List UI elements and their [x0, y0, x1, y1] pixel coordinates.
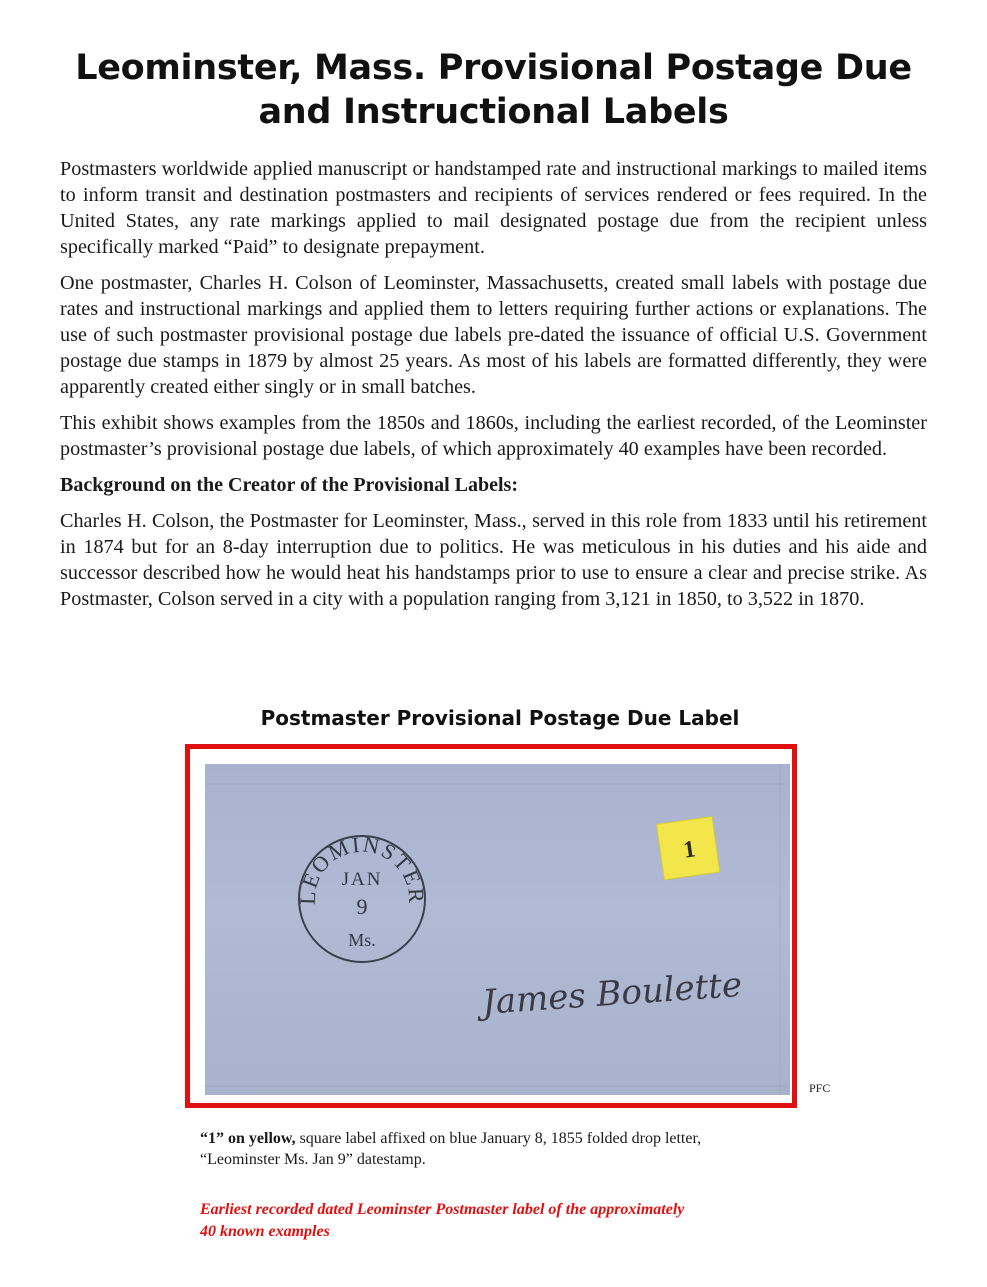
folded-letter-cover	[205, 764, 790, 1095]
intro-text	[60, 156, 927, 622]
image-caption	[200, 1128, 840, 1170]
postmark-day: 9	[356, 894, 368, 919]
title-line-1: Leominster, Mass. Provisional Postage Due	[75, 48, 912, 88]
note-line-1: Earliest recorded dated Leominster Postmaster label of the approximately	[200, 1201, 685, 1218]
intro-paragraph-2: One postmaster, Charles H. Colson of Leominster, Massachusetts, created small labels with postage due rates and instructional markings and applied them to letters requiring further actions or explanations. The use of such postmaster provisional postage due labels pre-dated the issuance of official U.S. Government postage due stamps in 1879 by almost 25 years. As most of his labels are formatted differently, they were apparently created either singly or in small batches.	[60, 272, 927, 398]
intro-paragraph-3: This exhibit shows examples from the 1850s and 1860s, including the earliest recorded, of the Leominster postmaster’s provisional postage due labels, of which approximately 40 examples have been recorded.	[60, 412, 927, 460]
postmark-town: LEOMINSTER	[294, 831, 430, 906]
section-title: Postmaster Provisional Postage Due Label	[260, 706, 740, 730]
note-line-2: 40 known examples	[200, 1223, 330, 1240]
postage-due-label	[657, 817, 720, 880]
postmark-state: Ms.	[348, 930, 376, 950]
earliest-recorded-note	[200, 1199, 840, 1243]
caption-line-2: “Leominster Ms. Jan 9” datestamp.	[200, 1151, 426, 1168]
page-title	[60, 46, 927, 134]
cover-image-frame	[185, 744, 797, 1108]
background-paragraph: Charles H. Colson, the Postmaster for Leominster, Mass., served in this role from 1833 until his retirement in 1874 but for an 8-day interruption due to politics. He was meticulous in his duties and his aide and successor described how he would heat his handstamps prior to use to ensure a clear and precise strike. As Postmaster, Colson served in a city with a population ranging from 3,121 in 1850, to 3,522 in 1870.	[60, 510, 927, 610]
title-line-2: and Instructional Labels	[258, 92, 729, 132]
leominster-postmark	[295, 832, 430, 962]
background-heading: Background on the Creator of the Provisional Labels:	[60, 474, 518, 496]
intro-paragraph-1: Postmasters worldwide applied manuscript or handstamped rate and instructional markings to mailed items to inform transit and destination postmasters and recipients of services rendered or fees required. In the United States, any rate markings applied to mail designated postage due from the recipient unless specifically marked “Paid” to designate prepayment.	[60, 158, 927, 258]
caption-line-1: square label affixed on blue January 8, 1855 folded drop letter,	[295, 1130, 702, 1147]
addressee-signature: James Boulette	[480, 964, 744, 1023]
cover-illustration	[205, 764, 790, 1095]
photo-credit: PFC	[809, 1081, 831, 1095]
caption-bold: “1” on yellow,	[200, 1130, 296, 1147]
postmark-month: JAN	[341, 869, 383, 890]
label-value: 1	[681, 836, 698, 864]
